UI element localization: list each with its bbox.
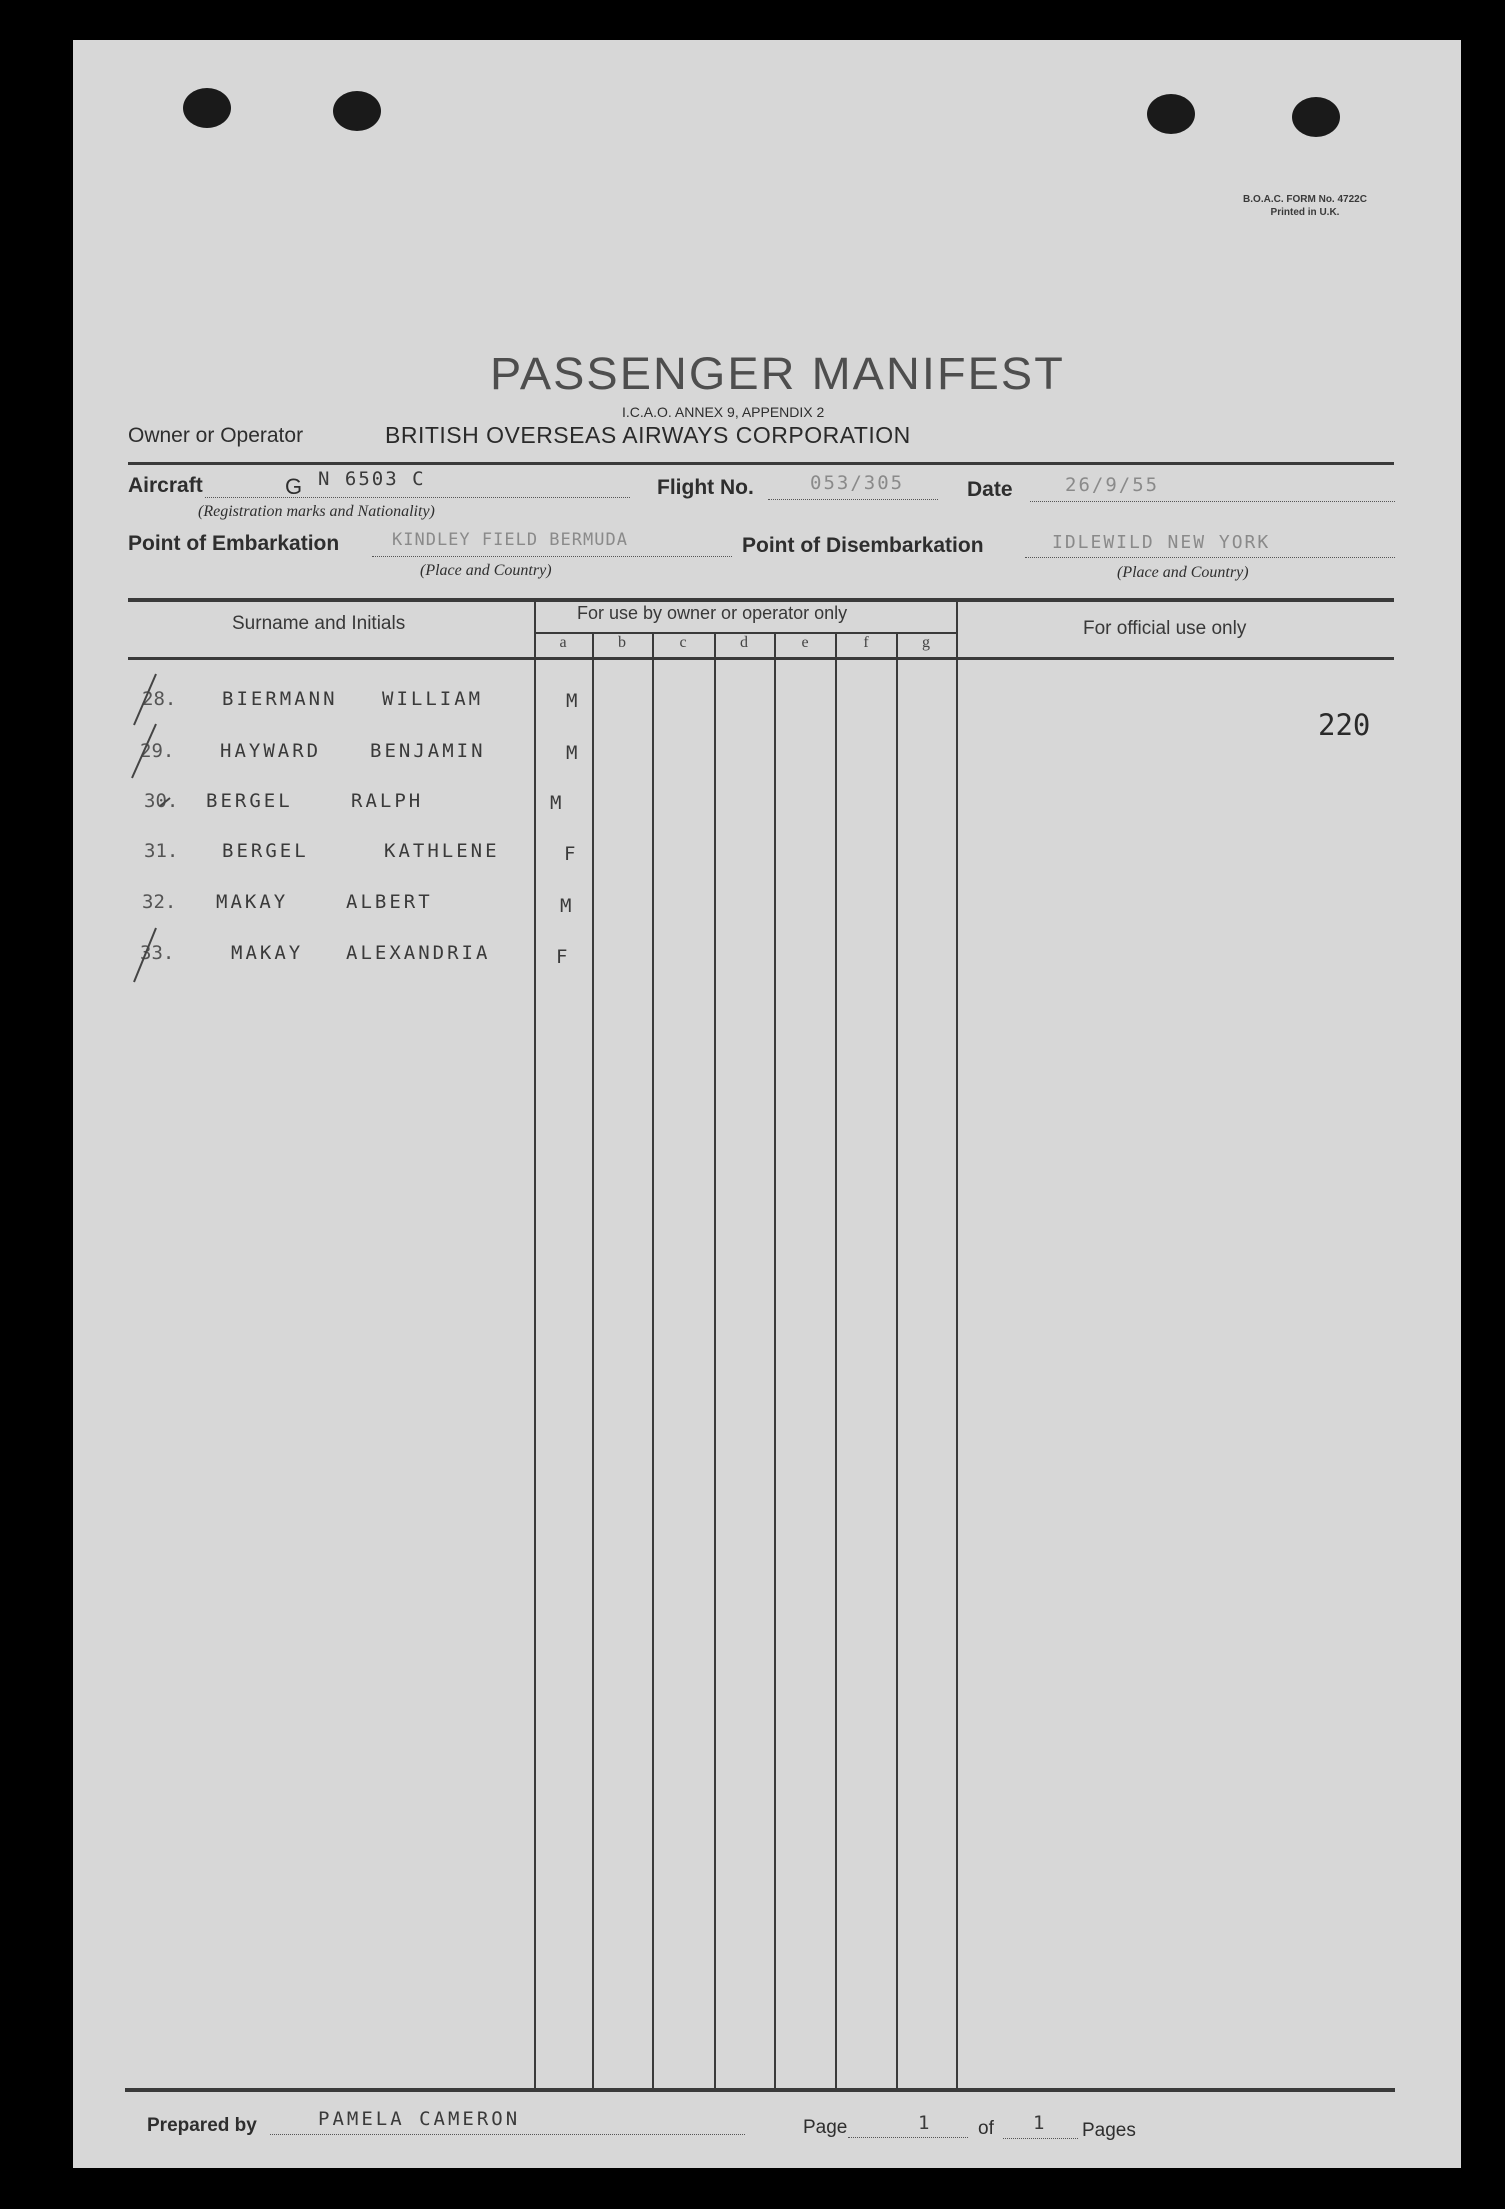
flight-underline [768, 499, 938, 500]
table-top-rule [128, 598, 1394, 602]
subcol-b: b [618, 634, 626, 651]
embarkation-note: (Place and Country) [420, 562, 552, 579]
disembarkation-value: IDLEWILD NEW YORK [1052, 532, 1271, 553]
passenger-surname: MAKAY [216, 891, 289, 913]
column-rule [774, 632, 776, 2090]
pencil-check-marks [120, 670, 200, 1000]
column-rule [714, 632, 716, 2090]
passenger-sex: M [566, 690, 578, 712]
printed-in-line: Printed in U.K. [1270, 207, 1340, 218]
embarkation-label: Point of Embarkation [128, 532, 340, 555]
subcol-d: d [740, 634, 748, 651]
page-underline [848, 2137, 968, 2138]
aircraft-prefix: G [285, 474, 303, 499]
divider [128, 462, 1394, 465]
date-underline [1030, 501, 1395, 502]
passenger-sex: M [550, 792, 562, 814]
passenger-surname: MAKAY [231, 942, 304, 964]
aircraft-registration: N 6503 C [318, 468, 426, 490]
flight-label: Flight No. [657, 476, 754, 499]
column-rule [956, 602, 958, 2090]
row-number: 32. [142, 891, 177, 913]
column-rule [592, 632, 594, 2090]
page-label: Page [803, 2117, 848, 2138]
row-number: 33. [140, 942, 175, 964]
date-value: 26/9/55 [1065, 474, 1160, 496]
form-number-line: B.O.A.C. FORM No. 4722C [1243, 194, 1367, 205]
passenger-given-name: ALBERT [346, 891, 433, 913]
row-number: 28. [142, 688, 177, 710]
column-rule [896, 632, 898, 2090]
disembarkation-underline [1025, 557, 1395, 558]
subcol-f: f [863, 634, 869, 651]
column-rule [534, 602, 536, 2090]
column-rule [835, 632, 837, 2090]
punch-hole [1147, 94, 1195, 134]
aircraft-note: (Registration marks and Nationality) [198, 503, 435, 520]
subcol-e: e [801, 634, 809, 651]
embarkation-value: KINDLEY FIELD BERMUDA [392, 530, 628, 550]
of-label: of [978, 2118, 994, 2139]
owner-value: BRITISH OVERSEAS AIRWAYS CORPORATION [385, 422, 911, 448]
subcol-c: c [679, 634, 687, 651]
punch-hole [183, 88, 231, 128]
col-owner-header: For use by owner or operator only [577, 603, 848, 623]
embarkation-underline [372, 556, 732, 557]
column-rule [652, 632, 654, 2090]
punch-hole [1292, 97, 1340, 137]
flight-number: 053/305 [810, 472, 905, 494]
prepared-by-label: Prepared by [147, 2115, 257, 2136]
prepared-by-underline [270, 2134, 745, 2135]
subcol-a: a [559, 634, 567, 651]
disembarkation-label: Point of Disembarkation [742, 534, 984, 557]
page-title: PASSENGER MANIFEST [490, 348, 1065, 399]
form-number [1200, 193, 1410, 219]
pages-label: Pages [1082, 2120, 1136, 2141]
row-number: 30. [144, 790, 179, 812]
subcol-g: g [922, 634, 930, 651]
row-number: 31. [144, 840, 179, 862]
disembarkation-note: (Place and Country) [1117, 564, 1249, 581]
col-official-header: For official use only [1083, 618, 1247, 639]
col-surname-header: Surname and Initials [232, 613, 406, 634]
passenger-given-name: WILLIAM [382, 688, 484, 710]
aircraft-underline [205, 497, 630, 498]
date-label: Date [967, 478, 1013, 501]
passenger-sex: F [564, 843, 576, 865]
pages-underline [1003, 2138, 1078, 2139]
passenger-surname: BIERMANN [222, 688, 338, 710]
page-subtitle: I.C.A.O. ANNEX 9, APPENDIX 2 [622, 404, 825, 420]
prepared-by-value: PAMELA CAMERON [318, 2108, 521, 2130]
punch-hole [333, 91, 381, 131]
passenger-surname: BERGEL [206, 790, 293, 812]
pages-value: 1 [1033, 2112, 1048, 2134]
passenger-given-name: BENJAMIN [370, 740, 486, 762]
passenger-surname: BERGEL [222, 840, 309, 862]
passenger-sex: M [566, 742, 578, 764]
passenger-surname: HAYWARD [220, 740, 322, 762]
passenger-given-name: KATHLENE [384, 840, 500, 862]
row-number: 29. [140, 740, 175, 762]
table-bottom-rule [125, 2088, 1395, 2092]
page-value: 1 [918, 2112, 933, 2134]
aircraft-label: Aircraft [128, 474, 203, 497]
owner-label: Owner or Operator [128, 424, 304, 447]
official-number: 220 [1318, 708, 1371, 742]
passenger-given-name: RALPH [351, 790, 424, 812]
passenger-given-name: ALEXANDRIA [346, 942, 491, 964]
table-header-rule [128, 657, 1394, 660]
passenger-sex: F [556, 946, 568, 968]
passenger-sex: M [560, 895, 572, 917]
